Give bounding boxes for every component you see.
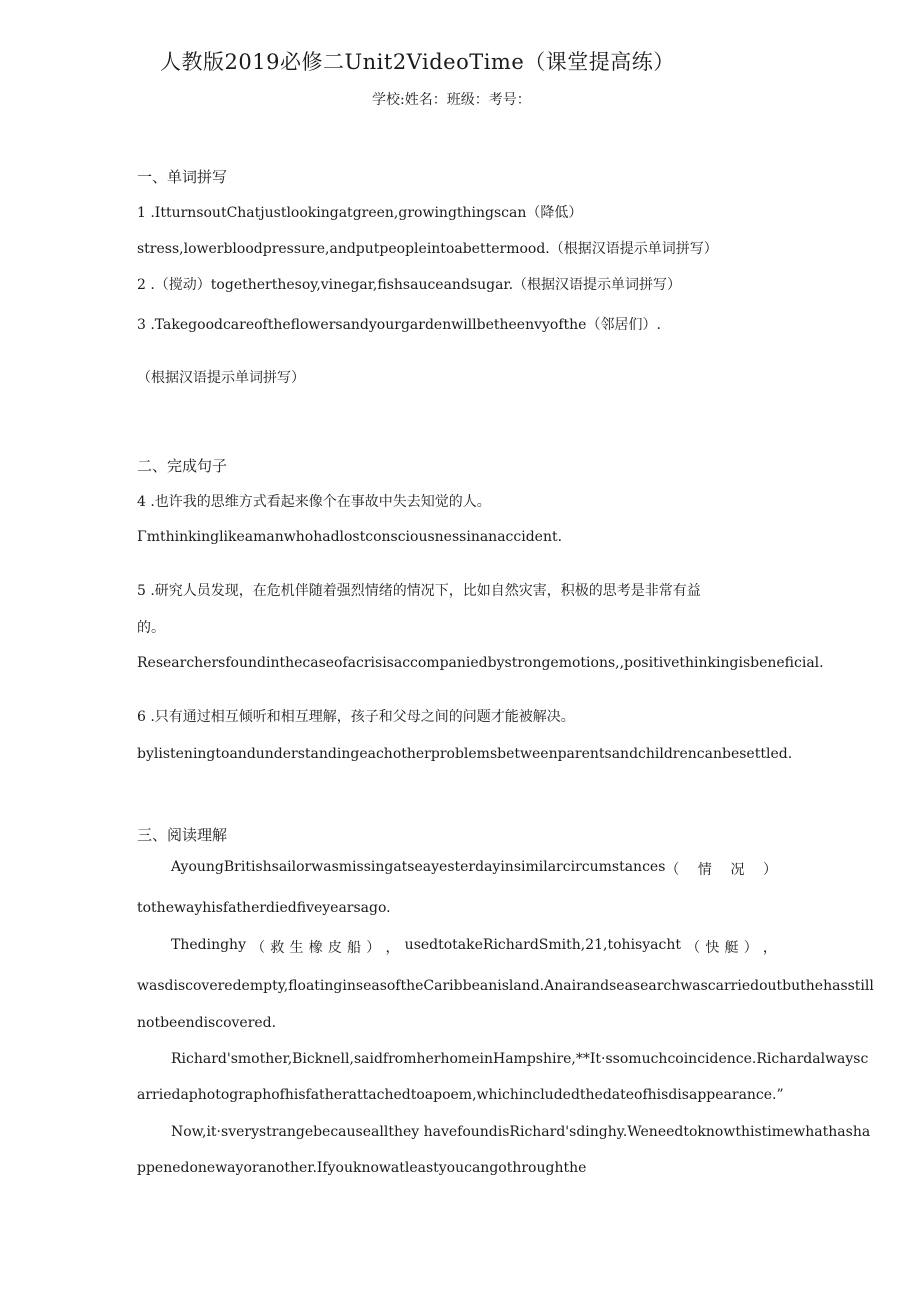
question-2-line-1: 2 .（搅动）togetherthesoy,vinegar,fishsauceandsugar.（根据汉语提示单词拼写） [137,277,682,293]
reading-paragraph-3-line-1: Richard'smother,Bicknell,saidfromherhomeinHampshire,**It·ssomuchcoincidence.Richardalwaysc [171,1051,869,1067]
gloss-circumstances [665,859,777,879]
gloss-char: 救 [270,940,285,956]
question-5-chinese-line-1: 5 .研究人员发现，在危机伴随着强烈情绪的情况下，比如自然灾害，积极的思考是非常有益 [137,583,701,599]
gloss-char: 况 [730,862,745,878]
student-info-line: 学校:姓名：班级：考号： [372,92,531,108]
question-3-line-1: 3 .Takegoodcareoftheflowersandyourgardenwillbetheenvyofthe（邻居们）. [137,317,661,333]
reading-paragraph-4-line-1: Now,it·sverystrangebecauseallthey havefoundisRichard'sdinghy.Weneedtoknowthistimewhathasha [171,1124,871,1140]
gloss-char: ） [762,862,777,878]
section-heading-complete-sentences: 二、完成句子 [137,457,228,475]
gloss-char: 船 [347,940,362,956]
gloss-char: ， [385,940,400,956]
question-1-line-1: 1 .ItturnsoutChatjustlookingatgreen,growingthingscan（降低） [137,205,583,221]
section-heading-spelling: 一、单词拼写 [137,168,228,186]
question-6-chinese: 6 .只有通过相互倾听和相互理解，孩子和父母之间的问题才能被解决。 [137,709,575,725]
reading-paragraph-2-line-1 [171,937,777,957]
reading-paragraph-1-line-2: tothewayhisfatherdiedfiveyearsago. [137,900,391,916]
gloss-char: 艇 [724,940,739,956]
gloss-char: ， [762,940,777,956]
gloss-char: （ [686,940,701,956]
question-1-line-2: stress,lowerbloodpressure,andputpeopleintoabettermood.（根据汉语提示单词拼写） [137,241,718,257]
reading-paragraph-2-line-3: notbeendiscovered. [137,1015,277,1031]
reading-text: Thedinghy [171,937,246,953]
gloss-char: （ [665,862,680,878]
question-3-line-2: （根据汉语提示单词拼写） [137,370,305,386]
question-5-chinese-line-2: 的。 [137,620,165,636]
reading-text: AyoungBritishsailorwasmissingatseayesterdayinsimilarcircumstances [171,859,666,875]
gloss-char: 皮 [327,940,342,956]
question-4-chinese: 4 .也许我的思维方式看起来像个在事故中失去知觉的人。 [137,494,491,510]
question-4-english: Γmthinkinglikeamanwhohadlostconsciousnessinanaccident. [137,529,563,545]
section-heading-reading: 三、阅读理解 [137,826,228,844]
gloss-char: （ [251,940,266,956]
reading-paragraph-1-line-1 [171,859,777,879]
gloss-char: 快 [705,940,720,956]
question-6-english: bylisteningtoandunderstandingeachotherproblemsbetweenparentsandchildrencanbesettled. [137,746,793,762]
reading-paragraph-3-line-2: arriedaphotographofhisfatherattachedtoapoem,whichincludedthedateofhisdisappearance.” [137,1087,784,1103]
reading-paragraph-2-line-2: wasdiscoveredempty,floatinginseasoftheCaribbeanisland.Anairandseasearchwascarriedoutbuthehasstill [137,978,874,994]
document-title: 人教版2019必修二Unit2VideoTime（课堂提高练） [160,50,675,74]
gloss-char: 生 [289,940,304,956]
question-5-english: Researchersfoundinthecaseofacrisisaccompaniedbystrongemotions,,positivethinkingisbeneficial. [137,655,824,671]
reading-text: usedtotakeRichardSmith,21,tohisyacht [404,937,681,953]
gloss-char: 情 [697,862,712,878]
gloss-char: 橡 [308,940,323,956]
gloss-char: ） [743,940,758,956]
gloss-char: ） [366,940,381,956]
reading-paragraph-4-line-2: ppenedonewayoranother.Ifyouknowatleastyoucangothroughthe [137,1160,587,1176]
